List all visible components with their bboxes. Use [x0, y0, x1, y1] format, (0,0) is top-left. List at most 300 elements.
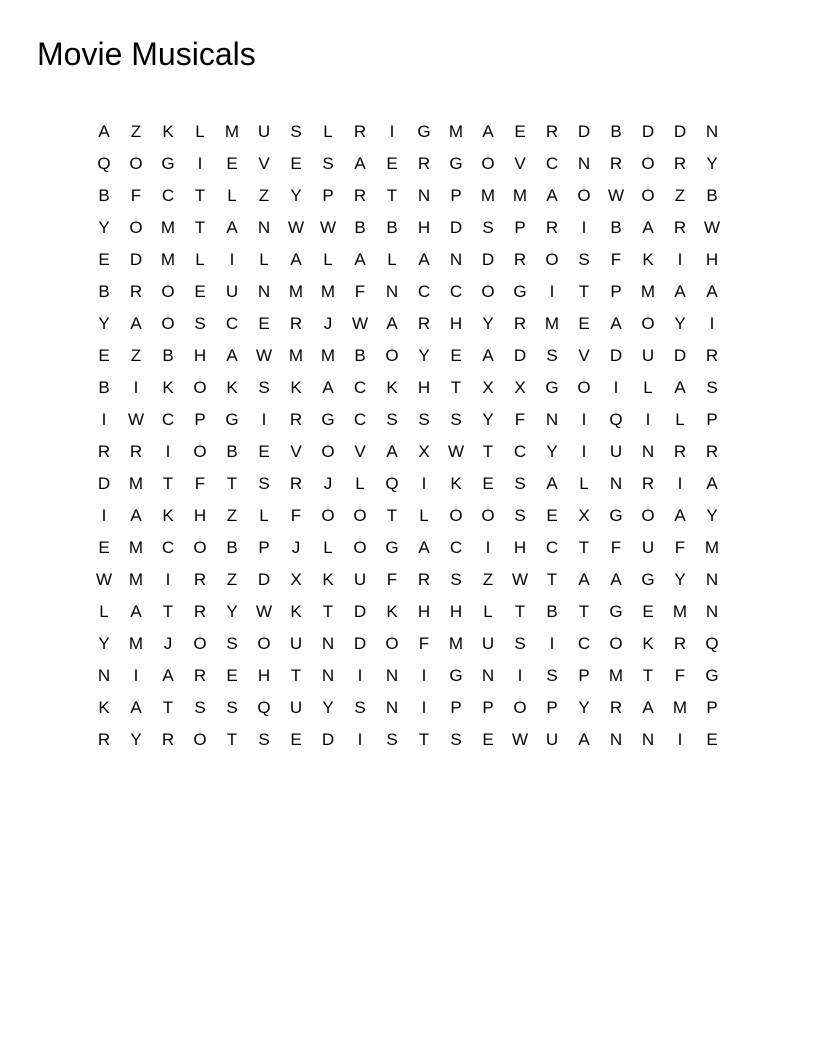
grid-letter: L: [259, 249, 269, 269]
grid-letter: O: [353, 505, 367, 525]
grid-letter: C: [161, 409, 175, 429]
grid-letter: I: [677, 249, 683, 269]
grid-letter: A: [642, 217, 654, 237]
grid-letter: Y: [322, 697, 334, 717]
grid-letter: S: [450, 569, 462, 589]
grid-letter: I: [421, 473, 427, 493]
grid-letter: M: [448, 633, 464, 653]
grid-letter: M: [448, 121, 464, 141]
grid-letter: B: [706, 185, 718, 205]
grid-letter: P: [450, 697, 462, 717]
grid-letter: A: [482, 345, 494, 365]
grid-letter: S: [514, 505, 526, 525]
grid-letter: U: [225, 281, 239, 301]
grid-letter: O: [385, 345, 399, 365]
grid-letter: U: [289, 697, 303, 717]
grid-letter: Y: [290, 185, 302, 205]
grid-letter: I: [229, 249, 235, 269]
grid-letter: V: [354, 441, 366, 461]
grid-letter: J: [163, 633, 173, 653]
grid-letter: I: [165, 441, 171, 461]
grid-letter: K: [642, 249, 654, 269]
grid-letter: N: [321, 665, 335, 685]
grid-letter: R: [417, 569, 431, 589]
grid-letter: A: [290, 249, 302, 269]
grid-letter: T: [386, 185, 398, 205]
grid-letter: H: [449, 601, 463, 621]
grid-letter: D: [513, 345, 527, 365]
grid-letter: A: [418, 249, 430, 269]
grid-letter: O: [385, 633, 399, 653]
grid-letter: M: [608, 665, 624, 685]
grid-letter: R: [673, 217, 687, 237]
grid-letter: B: [226, 441, 238, 461]
grid-letter: R: [673, 153, 687, 173]
grid-letter: L: [323, 537, 333, 557]
grid-letter: O: [129, 217, 143, 237]
grid-letter: L: [387, 249, 397, 269]
grid-letter: S: [386, 409, 398, 429]
grid-letter: K: [450, 473, 462, 493]
grid-letter: G: [705, 665, 719, 685]
grid-letter: R: [289, 313, 303, 333]
grid-letter: W: [511, 569, 529, 589]
grid-letter: Q: [385, 473, 399, 493]
grid-letter: I: [581, 441, 587, 461]
grid-letter: M: [288, 281, 304, 301]
grid-letter: K: [322, 569, 334, 589]
grid-letter: U: [353, 569, 367, 589]
grid-letter: A: [610, 569, 622, 589]
grid-letter: I: [517, 665, 523, 685]
grid-letter: A: [546, 185, 558, 205]
grid-letter: Z: [674, 185, 686, 205]
grid-letter: L: [355, 473, 365, 493]
grid-letter: G: [545, 377, 559, 397]
grid-letter: X: [514, 377, 526, 397]
grid-letter: O: [513, 697, 527, 717]
grid-letter: S: [578, 249, 590, 269]
grid-letter: T: [322, 601, 334, 621]
grid-letter: S: [546, 345, 558, 365]
grid-letter: S: [706, 377, 718, 397]
grid-letter: O: [321, 441, 335, 461]
grid-letter: R: [129, 441, 143, 461]
grid-letter: S: [514, 473, 526, 493]
grid-letter: R: [289, 473, 303, 493]
grid-letter: O: [577, 377, 591, 397]
grid-letter: A: [130, 697, 142, 717]
grid-letter: K: [98, 697, 110, 717]
grid-letter: R: [417, 153, 431, 173]
grid-letter: N: [385, 281, 399, 301]
grid-letter: N: [97, 665, 111, 685]
grid-letter: I: [165, 569, 171, 589]
grid-letter: S: [546, 665, 558, 685]
grid-letter: O: [641, 153, 655, 173]
grid-letter: A: [226, 345, 238, 365]
grid-letter: E: [546, 505, 558, 525]
grid-letter: G: [641, 569, 655, 589]
grid-letter: Y: [578, 697, 590, 717]
grid-letter: M: [672, 601, 688, 621]
grid-letter: B: [98, 377, 110, 397]
grid-letter: B: [386, 217, 398, 237]
grid-letter: J: [291, 537, 301, 557]
grid-letter: T: [450, 377, 462, 397]
grid-letter: P: [610, 281, 622, 301]
grid-letter: N: [257, 281, 271, 301]
grid-letter: P: [450, 185, 462, 205]
grid-letter: R: [673, 441, 687, 461]
grid-letter: E: [482, 473, 494, 493]
grid-letter: A: [130, 313, 142, 333]
grid-letter: R: [673, 633, 687, 653]
grid-letter: S: [258, 729, 270, 749]
grid-letter: T: [482, 441, 494, 461]
grid-letter: G: [225, 409, 239, 429]
grid-letter: A: [482, 121, 494, 141]
grid-letter: O: [641, 185, 655, 205]
grid-letter: L: [259, 505, 269, 525]
grid-letter: A: [386, 313, 398, 333]
grid-letter: I: [389, 121, 395, 141]
grid-letter: F: [386, 569, 398, 589]
grid-letter: B: [98, 185, 110, 205]
grid-letter: P: [578, 665, 590, 685]
grid-letter: R: [545, 217, 559, 237]
grid-letter: H: [193, 345, 207, 365]
grid-letter: O: [353, 537, 367, 557]
grid-letter: W: [447, 441, 465, 461]
grid-letter: R: [641, 473, 655, 493]
grid-letter: M: [672, 697, 688, 717]
grid-letter: P: [482, 697, 494, 717]
grid-letter: I: [581, 409, 587, 429]
grid-letter: I: [261, 409, 267, 429]
grid-letter: L: [227, 185, 237, 205]
grid-letter: B: [226, 537, 238, 557]
grid-letter: E: [98, 537, 110, 557]
grid-letter: C: [545, 537, 559, 557]
grid-letter: O: [641, 313, 655, 333]
grid-letter: D: [129, 249, 143, 269]
grid-letter: D: [353, 633, 367, 653]
grid-letter: E: [226, 153, 238, 173]
grid-letter: H: [417, 377, 431, 397]
grid-letter: O: [161, 281, 175, 301]
grid-letter: W: [287, 217, 305, 237]
grid-letter: E: [290, 729, 302, 749]
grid-letter: Y: [674, 569, 686, 589]
grid-letter: K: [642, 633, 654, 653]
grid-letter: O: [193, 729, 207, 749]
grid-letter: P: [194, 409, 206, 429]
grid-letter: R: [129, 281, 143, 301]
grid-letter: F: [354, 281, 366, 301]
grid-letter: H: [257, 665, 271, 685]
grid-letter: U: [641, 345, 655, 365]
grid-letter: R: [513, 249, 527, 269]
grid-letter: Y: [482, 313, 494, 333]
grid-letter: O: [193, 377, 207, 397]
grid-letter: T: [194, 217, 206, 237]
grid-letter: Z: [258, 185, 270, 205]
grid-letter: I: [421, 665, 427, 685]
grid-letter: O: [481, 153, 495, 173]
grid-letter: N: [385, 697, 399, 717]
grid-letter: G: [449, 153, 463, 173]
grid-letter: Y: [98, 633, 110, 653]
grid-letter: Y: [98, 313, 110, 333]
grid-letter: B: [546, 601, 558, 621]
grid-letter: S: [450, 729, 462, 749]
grid-letter: W: [351, 313, 369, 333]
grid-letter: E: [450, 345, 462, 365]
grid-letter: A: [98, 121, 110, 141]
grid-letter: T: [386, 505, 398, 525]
grid-letter: O: [481, 505, 495, 525]
grid-letter: O: [193, 441, 207, 461]
grid-letter: D: [609, 345, 623, 365]
grid-letter: T: [418, 729, 430, 749]
grid-letter: I: [421, 697, 427, 717]
grid-letter: G: [609, 505, 623, 525]
grid-letter: I: [581, 217, 587, 237]
grid-letter: R: [97, 729, 111, 749]
grid-letter: Y: [482, 409, 494, 429]
grid-letter: A: [130, 601, 142, 621]
grid-letter: W: [255, 345, 273, 365]
grid-letter: I: [357, 729, 363, 749]
grid-letter: A: [226, 217, 238, 237]
grid-letter: O: [641, 505, 655, 525]
grid-letter: O: [129, 153, 143, 173]
grid-letter: E: [194, 281, 206, 301]
grid-letter: R: [513, 313, 527, 333]
grid-letter: R: [193, 569, 207, 589]
grid-letter: T: [162, 697, 174, 717]
grid-letter: I: [677, 473, 683, 493]
grid-letter: X: [482, 377, 494, 397]
grid-letter: K: [162, 377, 174, 397]
grid-letter: R: [545, 121, 559, 141]
grid-letter: S: [290, 121, 302, 141]
grid-letter: U: [641, 537, 655, 557]
grid-letter: P: [322, 185, 334, 205]
grid-letter: S: [386, 729, 398, 749]
grid-letter: P: [706, 409, 718, 429]
grid-letter: M: [160, 217, 176, 237]
grid-letter: L: [579, 473, 589, 493]
grid-letter: T: [226, 473, 238, 493]
grid-letter: K: [162, 505, 174, 525]
grid-letter: U: [257, 121, 271, 141]
grid-letter: L: [675, 409, 685, 429]
grid-letter: Q: [257, 697, 271, 717]
grid-letter: I: [101, 409, 107, 429]
grid-letter: K: [226, 377, 238, 397]
grid-letter: K: [290, 601, 302, 621]
grid-letter: S: [226, 697, 238, 717]
grid-letter: S: [226, 633, 238, 653]
grid-letter: I: [101, 505, 107, 525]
grid-letter: Q: [609, 409, 623, 429]
grid-letter: N: [321, 633, 335, 653]
grid-letter: T: [162, 473, 174, 493]
grid-letter: T: [514, 601, 526, 621]
grid-letter: C: [417, 281, 431, 301]
grid-letter: M: [224, 121, 240, 141]
grid-letter: J: [323, 473, 333, 493]
grid-letter: L: [483, 601, 493, 621]
grid-letter: C: [225, 313, 239, 333]
grid-letter: F: [610, 537, 622, 557]
grid-letter: A: [386, 441, 398, 461]
grid-letter: P: [546, 697, 558, 717]
grid-letter: C: [449, 537, 463, 557]
grid-letter: I: [133, 665, 139, 685]
grid-letter: O: [193, 633, 207, 653]
grid-letter: L: [643, 377, 653, 397]
grid-letter: T: [226, 729, 238, 749]
grid-letter: Z: [226, 569, 238, 589]
grid-letter: D: [97, 473, 111, 493]
grid-letter: W: [255, 601, 273, 621]
grid-letter: J: [323, 313, 333, 333]
grid-letter: X: [418, 441, 430, 461]
grid-letter: B: [354, 217, 366, 237]
grid-letter: F: [610, 249, 622, 269]
grid-letter: N: [609, 729, 623, 749]
grid-letter: C: [545, 153, 559, 173]
grid-letter: Y: [546, 441, 558, 461]
grid-letter: U: [481, 633, 495, 653]
grid-letter: F: [290, 505, 302, 525]
grid-letter: M: [128, 633, 144, 653]
grid-letter: B: [354, 345, 366, 365]
grid-letter: C: [161, 185, 175, 205]
grid-letter: A: [642, 697, 654, 717]
grid-letter: R: [97, 441, 111, 461]
grid-letter: K: [290, 377, 302, 397]
grid-letter: L: [99, 601, 109, 621]
grid-letter: F: [514, 409, 526, 429]
grid-letter: O: [193, 537, 207, 557]
grid-letter: A: [610, 313, 622, 333]
grid-letter: I: [485, 537, 491, 557]
grid-letter: L: [323, 121, 333, 141]
grid-letter: X: [290, 569, 302, 589]
grid-letter: N: [641, 729, 655, 749]
grid-letter: O: [449, 505, 463, 525]
grid-letter: A: [578, 729, 590, 749]
grid-letter: M: [544, 313, 560, 333]
grid-letter: T: [194, 185, 206, 205]
grid-letter: A: [706, 473, 718, 493]
grid-letter: P: [514, 217, 526, 237]
grid-letter: F: [418, 633, 430, 653]
grid-letter: R: [353, 121, 367, 141]
word-search-grid: [88, 115, 728, 755]
grid-letter: W: [607, 185, 625, 205]
grid-letter: N: [449, 249, 463, 269]
grid-letter: K: [386, 601, 398, 621]
grid-letter: N: [257, 217, 271, 237]
grid-letter: D: [673, 345, 687, 365]
grid-letter: S: [322, 153, 334, 173]
grid-letter: M: [288, 345, 304, 365]
grid-letter: G: [385, 537, 399, 557]
grid-letter: H: [417, 217, 431, 237]
grid-letter: F: [674, 665, 686, 685]
grid-letter: L: [195, 121, 205, 141]
grid-letter: D: [449, 217, 463, 237]
grid-letter: T: [578, 601, 590, 621]
grid-letter: Y: [706, 505, 718, 525]
grid-letter: D: [481, 249, 495, 269]
grid-letter: S: [514, 633, 526, 653]
grid-letter: C: [449, 281, 463, 301]
grid-letter: I: [613, 377, 619, 397]
grid-letter: G: [449, 665, 463, 685]
grid-letter: A: [674, 281, 686, 301]
grid-letter: W: [95, 569, 113, 589]
grid-letter: V: [290, 441, 302, 461]
grid-letter: T: [578, 281, 590, 301]
grid-letter: E: [98, 249, 110, 269]
grid-letter: R: [417, 313, 431, 333]
grid-letter: M: [320, 281, 336, 301]
grid-letter: S: [194, 313, 206, 333]
grid-letter: C: [353, 409, 367, 429]
grid-letter: Y: [98, 217, 110, 237]
grid-letter: D: [577, 121, 591, 141]
grid-letter: O: [161, 313, 175, 333]
grid-letter: T: [578, 537, 590, 557]
grid-letter: C: [513, 441, 527, 461]
grid-letter: U: [289, 633, 303, 653]
grid-letter: E: [514, 121, 526, 141]
grid-letter: K: [386, 377, 398, 397]
grid-letter: E: [98, 345, 110, 365]
grid-letter: Z: [226, 505, 238, 525]
grid-letter: C: [353, 377, 367, 397]
grid-letter: R: [289, 409, 303, 429]
grid-letter: Z: [130, 121, 142, 141]
grid-letter: Q: [705, 633, 719, 653]
grid-letter: V: [258, 153, 270, 173]
grid-letter: N: [417, 185, 431, 205]
grid-letter: Z: [130, 345, 142, 365]
grid-letter: K: [162, 121, 174, 141]
grid-letter: E: [642, 601, 654, 621]
grid-letter: A: [578, 569, 590, 589]
grid-letter: F: [674, 537, 686, 557]
grid-letter: N: [385, 665, 399, 685]
grid-letter: O: [545, 249, 559, 269]
grid-letter: A: [674, 377, 686, 397]
grid-letter: E: [482, 729, 494, 749]
grid-letter: I: [357, 665, 363, 685]
grid-letter: S: [194, 697, 206, 717]
grid-letter: I: [133, 377, 139, 397]
grid-letter: S: [258, 377, 270, 397]
grid-letter: T: [546, 569, 558, 589]
grid-letter: A: [354, 249, 366, 269]
grid-letter: A: [546, 473, 558, 493]
grid-letter: Y: [674, 313, 686, 333]
